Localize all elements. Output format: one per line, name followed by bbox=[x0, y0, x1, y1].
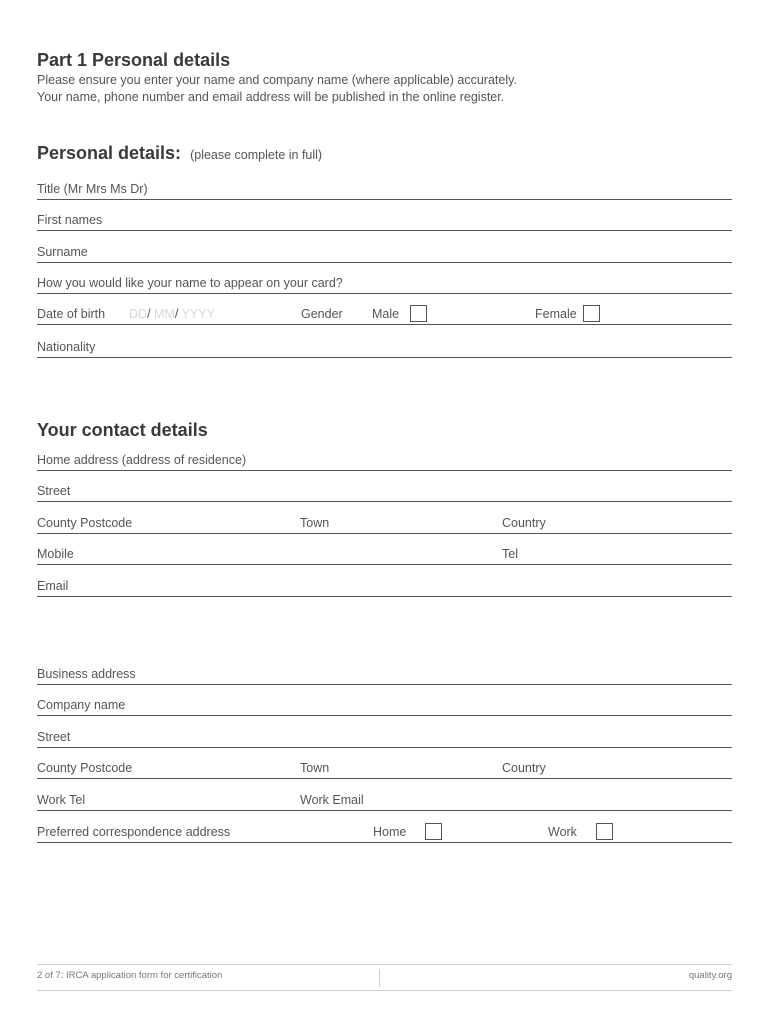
email-field[interactable] bbox=[37, 574, 732, 597]
title-field[interactable] bbox=[37, 177, 732, 200]
home-address-field[interactable] bbox=[37, 448, 732, 471]
business-street-label: Street bbox=[37, 730, 71, 744]
dob-separator-2: / bbox=[174, 307, 179, 321]
intro-line-1: Please ensure you enter your name and company name (where applicable) accurately. bbox=[37, 73, 517, 87]
dob-month-hint: MM bbox=[154, 307, 175, 321]
preferred-correspondence-row bbox=[37, 820, 732, 843]
personal-details-heading-text: Personal details: bbox=[37, 143, 182, 163]
part-title: Part 1 Personal details bbox=[37, 50, 231, 70]
female-label: Female bbox=[535, 307, 577, 321]
gender-label: Gender bbox=[301, 307, 343, 321]
surname-field[interactable] bbox=[37, 240, 732, 263]
footer-website: quality.org bbox=[688, 970, 732, 981]
personal-details-note: (please complete in full) bbox=[190, 148, 323, 162]
home-option-checkbox[interactable] bbox=[425, 823, 442, 840]
business-street-field[interactable] bbox=[37, 725, 732, 748]
nationality-field[interactable] bbox=[37, 335, 732, 358]
card-name-field[interactable] bbox=[37, 271, 732, 294]
dob-day-hint: DD bbox=[129, 307, 148, 321]
business-address-label: Business address bbox=[37, 667, 136, 681]
home-option-label: Home bbox=[373, 825, 407, 839]
home-county-postcode-label: County Postcode bbox=[37, 516, 133, 530]
business-country-label: Country bbox=[502, 761, 546, 775]
work-tel-label: Work Tel bbox=[37, 793, 86, 807]
work-option-checkbox[interactable] bbox=[596, 823, 613, 840]
mobile-label: Mobile bbox=[37, 547, 74, 561]
contact-details-heading: Your contact details bbox=[37, 420, 208, 440]
personal-details-heading bbox=[37, 143, 322, 164]
dob-year-hint: YYYY bbox=[181, 307, 215, 321]
home-town-label: Town bbox=[300, 516, 330, 530]
title-label: Title (Mr Mrs Ms Dr) bbox=[37, 182, 148, 196]
dob-separator-1: / bbox=[147, 307, 151, 321]
preferred-correspondence-label: Preferred correspondence address bbox=[37, 825, 231, 839]
dob-gender-row bbox=[37, 302, 732, 325]
footer-divider bbox=[379, 969, 380, 987]
dob-input[interactable] bbox=[129, 307, 215, 321]
male-label: Male bbox=[372, 307, 400, 321]
work-option-label: Work bbox=[548, 825, 577, 839]
work-email-label: Work Email bbox=[300, 793, 364, 807]
nationality-label: Nationality bbox=[37, 340, 96, 354]
intro-line-2: Your name, phone number and email address will be published in the online register. bbox=[37, 90, 505, 104]
surname-label: Surname bbox=[37, 245, 88, 259]
company-name-field[interactable] bbox=[37, 693, 732, 716]
mobile-tel-row[interactable] bbox=[37, 542, 732, 565]
female-checkbox[interactable] bbox=[583, 305, 600, 322]
business-town-label: Town bbox=[300, 761, 330, 775]
business-county-postcode-label: County Postcode bbox=[37, 761, 133, 775]
work-tel-email-row[interactable] bbox=[37, 788, 732, 811]
intro-text bbox=[37, 72, 517, 106]
home-street-field[interactable] bbox=[37, 479, 732, 502]
first-names-field[interactable] bbox=[37, 208, 732, 231]
card-name-label: How you would like your name to appear on your card? bbox=[37, 276, 343, 290]
company-name-label: Company name bbox=[37, 698, 126, 712]
email-label: Email bbox=[37, 579, 69, 593]
home-county-town-country-row[interactable] bbox=[37, 511, 732, 534]
tel-label: Tel bbox=[502, 547, 518, 561]
business-address-field[interactable] bbox=[37, 662, 732, 685]
page-footer bbox=[37, 964, 732, 991]
first-names-label: First names bbox=[37, 213, 103, 227]
dob-label: Date of birth bbox=[37, 307, 106, 321]
home-street-label: Street bbox=[37, 484, 71, 498]
business-county-town-country-row[interactable] bbox=[37, 756, 732, 779]
home-address-label: Home address (address of residence) bbox=[37, 453, 247, 467]
home-country-label: Country bbox=[502, 516, 546, 530]
footer-page-info: 2 of 7: IRCA application form for certification bbox=[37, 970, 223, 981]
male-checkbox[interactable] bbox=[410, 305, 427, 322]
